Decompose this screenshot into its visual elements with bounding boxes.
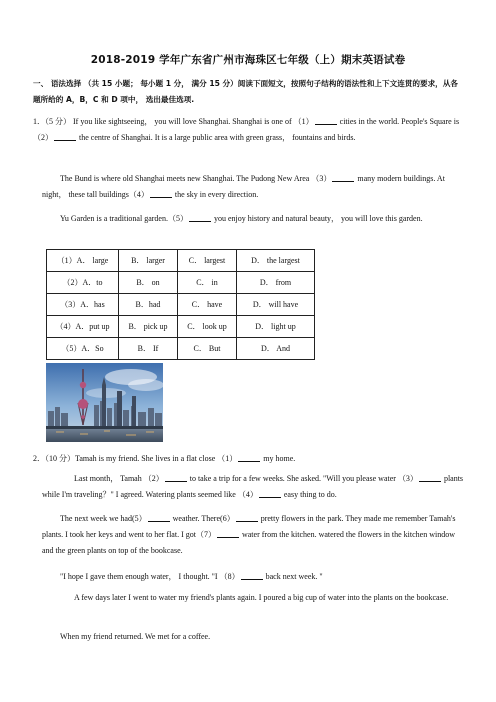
option-cell[interactable]: C． have	[178, 294, 237, 316]
q2-paragraph-6: When my friend returned. We met for a coffee.	[60, 632, 211, 641]
q1-text: 1．（5 分） If you like sightseeing， you will love Shanghai. Shanghai is one of （1）	[33, 117, 314, 126]
option-cell[interactable]: B． pick up	[119, 316, 178, 338]
answer-blank[interactable]	[217, 528, 239, 538]
shanghai-skyline-photo	[46, 363, 163, 442]
q2-text: water from the kitchen. watered the flowers in the kitchen window and the green plants on top of the bookcase.	[42, 530, 456, 555]
option-cell[interactable]: D． light up	[237, 316, 315, 338]
option-cell[interactable]: D． And	[237, 338, 315, 360]
option-cell[interactable]: B． on	[119, 272, 178, 294]
q2-paragraph-1	[33, 451, 465, 467]
answer-blank[interactable]	[148, 512, 170, 522]
option-cell[interactable]: B． If	[119, 338, 178, 360]
answer-blank[interactable]	[315, 115, 337, 125]
q1-paragraph-3	[42, 211, 465, 227]
q2-paragraph-3	[42, 511, 465, 559]
q1-text: the centre of Shanghai. It is a large public area with green grass， fountains and birds.	[79, 133, 356, 142]
q1-text: The Bund is where old Shanghai meets new Shanghai. The Pudong New Area （3）	[60, 174, 332, 183]
q2-text: Last month， Tamah （2）	[74, 474, 164, 483]
option-cell[interactable]: （2）A．to	[47, 272, 119, 294]
answer-blank[interactable]	[259, 488, 281, 498]
q2-paragraph-4	[42, 569, 465, 585]
option-cell[interactable]: C． largest	[178, 250, 237, 272]
page-title: 2018-2019 学年广东省广州市海珠区七年级（上）期末英语试卷	[90, 54, 406, 66]
q2-text: back next week. "	[265, 572, 323, 581]
q1-text: Yu Garden is a traditional garden.（5）	[60, 214, 188, 223]
q2-text: 2．（10 分）Tamah is my friend. She lives in a flat close （1）	[33, 454, 238, 463]
answer-blank[interactable]	[54, 131, 76, 141]
option-cell[interactable]: D． will have	[237, 294, 315, 316]
option-cell[interactable]: C． But	[178, 338, 237, 360]
answer-blank[interactable]	[332, 172, 354, 182]
options-table	[46, 249, 315, 360]
skyline-illustration	[46, 363, 163, 442]
q2-text: weather. There(6）	[172, 514, 235, 523]
q1-text: many modern buildings. At night， these tall buildings（4）	[42, 174, 445, 199]
answer-blank[interactable]	[238, 452, 260, 462]
table-row	[47, 316, 315, 338]
table-row	[47, 294, 315, 316]
q2-text: to take a trip for a few weeks. She asked. "Will you please water （3）	[189, 474, 418, 483]
option-cell[interactable]: （3）A．has	[47, 294, 119, 316]
q1-text: cities in the world. People's Square is （2）	[33, 117, 460, 142]
section-heading: 一、 语法选择 （共 15 小题； 每小题 1 分， 满分 15 分）阅读下面短文，按照句子结构的语法性和上下文连贯的要求，从各题所给的 A，B，C 和 D 项中， 选出最佳选项.	[33, 79, 458, 104]
q2-text: pretty flowers in the park. They made me remember Tamah's plants. I took her keys and went to her flat. I got（7）	[42, 514, 456, 539]
option-cell[interactable]: （1）A． large	[47, 250, 119, 272]
answer-blank[interactable]	[236, 512, 258, 522]
q2-text: my home.	[263, 454, 296, 463]
option-cell[interactable]: C． look up	[178, 316, 237, 338]
answer-blank[interactable]	[150, 188, 172, 198]
answer-blank[interactable]	[419, 472, 441, 482]
answer-blank[interactable]	[241, 570, 263, 580]
q2-text: "I hope I gave them enough water， I thought. "I （8）	[60, 572, 240, 581]
q2-text: plants while I'm traveling？" I agreed. Watering plants seemed like （4）	[42, 474, 464, 499]
answer-blank[interactable]	[165, 472, 187, 482]
q1-text: you enjoy history and natural beauty， you will love this garden.	[213, 214, 423, 223]
q2-paragraph-2	[42, 471, 465, 503]
option-cell[interactable]: D． from	[237, 272, 315, 294]
table-row	[47, 338, 315, 360]
q2-text: easy thing to do.	[283, 490, 337, 499]
option-cell[interactable]: D． the largest	[237, 250, 315, 272]
option-cell[interactable]: （4）A．put up	[47, 316, 119, 338]
q2-text: The next week we had(5）	[60, 514, 147, 523]
q1-paragraph-1	[33, 114, 465, 146]
option-cell[interactable]: B． larger	[119, 250, 178, 272]
table-row	[47, 272, 315, 294]
option-cell[interactable]: C． in	[178, 272, 237, 294]
option-cell[interactable]: B．had	[119, 294, 178, 316]
option-cell[interactable]: （5）A．So	[47, 338, 119, 360]
table-row	[47, 250, 315, 272]
q2-paragraph-5: A few days later I went to water my friend's plants again. I poured a big cup of water into the plants on the bookcase.	[74, 593, 449, 602]
q1-paragraph-2	[42, 171, 465, 203]
answer-blank[interactable]	[189, 212, 211, 222]
q1-text: the sky in every direction.	[174, 190, 259, 199]
